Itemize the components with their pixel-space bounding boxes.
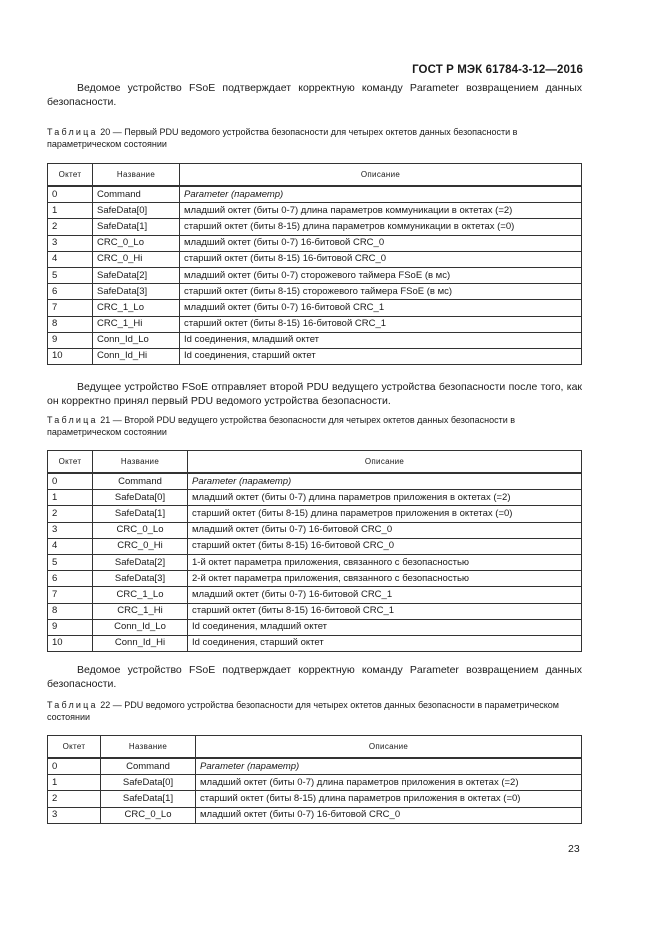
octet-cell: 3 [48, 522, 93, 538]
octet-cell: 3 [48, 807, 101, 823]
description-cell: младший октет (биты 0-7) 16-битовой CRC_1 [188, 587, 582, 603]
description-cell: младший октет (биты 0-7) длина параметров коммуникации в октетах (=2) [180, 203, 582, 219]
description-cell: младший октет (биты 0-7) 16-битовой CRC_0 [196, 807, 582, 823]
table-row [48, 219, 582, 235]
paragraph-2 [47, 381, 582, 408]
table21-caption-prefix: Таблица [47, 415, 98, 425]
name-cell: CRC_1_Lo [93, 300, 180, 316]
description-cell: старший октет (биты 8-15) длина параметров коммуникации в октетах (=0) [180, 219, 582, 235]
name-cell: Conn_Id_Hi [93, 348, 180, 364]
name-cell: Conn_Id_Lo [93, 619, 188, 635]
table20 [47, 163, 582, 365]
column-header: Описание [188, 451, 582, 474]
description-cell [188, 473, 582, 490]
name-cell: CRC_1_Lo [93, 587, 188, 603]
table-row [48, 522, 582, 538]
table-row [48, 506, 582, 522]
table20-caption [47, 127, 585, 150]
table21-caption-text: 21 — Второй PDU ведущего устройства безопасности для четырех октетов данных безопасности в параметрическом состоянии [47, 415, 516, 437]
octet-cell: 4 [48, 251, 93, 267]
description-cell: Id соединения, старший октет [180, 348, 582, 364]
description-cell: старший октет (биты 8-15) длина параметров приложения в октетах (=0) [188, 506, 582, 522]
name-cell: SafeData[1] [93, 506, 188, 522]
description-cell: старший октет (биты 8-15) 16-битовой CRC_1 [188, 603, 582, 619]
paragraph-1 [47, 82, 582, 109]
name-cell: SafeData[2] [93, 267, 180, 283]
parameter-term: Parameter (параметр) [200, 760, 300, 772]
column-header: Название [101, 736, 196, 759]
column-header: Описание [196, 736, 582, 759]
table-header-row [48, 736, 582, 759]
column-header: Октет [48, 736, 101, 759]
name-cell: CRC_0_Hi [93, 538, 188, 554]
name-cell: SafeData[3] [93, 284, 180, 300]
name-cell: SafeData[1] [101, 791, 196, 807]
table-row [48, 758, 582, 775]
table-header-row [48, 451, 582, 474]
table-row [48, 473, 582, 490]
table-header-row [48, 164, 582, 187]
name-cell: SafeData[2] [93, 554, 188, 570]
octet-cell: 1 [48, 490, 93, 506]
description-cell: младший октет (биты 0-7) сторожевого таймера FSoE (в мс) [180, 267, 582, 283]
octet-cell: 8 [48, 316, 93, 332]
octet-cell: 10 [48, 348, 93, 364]
name-cell: CRC_1_Hi [93, 316, 180, 332]
name-cell: CRC_1_Hi [93, 603, 188, 619]
description-cell: младший октет (биты 0-7) длина параметров приложения в октетах (=2) [188, 490, 582, 506]
table-row [48, 300, 582, 316]
name-cell: SafeData[3] [93, 571, 188, 587]
octet-cell: 10 [48, 635, 93, 651]
table-row [48, 775, 582, 791]
column-header: Описание [180, 164, 582, 187]
name-cell: Conn_Id_Hi [93, 635, 188, 651]
document-header: ГОСТ Р МЭК 61784-3-12—2016 [412, 64, 583, 76]
name-cell: SafeData[0] [93, 203, 180, 219]
name-cell: Command [101, 758, 196, 775]
table21 [47, 450, 582, 652]
octet-cell: 6 [48, 571, 93, 587]
octet-cell: 5 [48, 554, 93, 570]
table-row [48, 203, 582, 219]
octet-cell: 2 [48, 506, 93, 522]
name-cell: CRC_0_Lo [93, 235, 180, 251]
description-cell [180, 186, 582, 203]
octet-cell: 2 [48, 791, 101, 807]
table-row [48, 251, 582, 267]
description-cell: Id соединения, старший октет [188, 635, 582, 651]
table-row [48, 490, 582, 506]
name-cell: Conn_Id_Lo [93, 332, 180, 348]
description-cell: младший октет (биты 0-7) 16-битовой CRC_1 [180, 300, 582, 316]
description-cell: старший октет (биты 8-15) 16-битовой CRC_0 [188, 538, 582, 554]
octet-cell: 2 [48, 219, 93, 235]
octet-cell: 0 [48, 758, 101, 775]
description-cell: старший октет (биты 8-15) длина параметров приложения в октетах (=0) [196, 791, 582, 807]
parameter-term: Parameter (параметр) [192, 475, 292, 487]
octet-cell: 0 [48, 473, 93, 490]
table22 [47, 735, 582, 824]
description-cell: 2-й октет параметра приложения, связанного с безопасностью [188, 571, 582, 587]
octet-cell: 6 [48, 284, 93, 300]
table-row [48, 587, 582, 603]
table20-caption-prefix: Таблица [47, 127, 98, 137]
description-cell: старший октет (биты 8-15) сторожевого таймера FSoE (в мс) [180, 284, 582, 300]
octet-cell: 1 [48, 203, 93, 219]
paragraph-3 [47, 664, 582, 691]
octet-cell: 9 [48, 332, 93, 348]
description-cell: младший октет (биты 0-7) длина параметров приложения в октетах (=2) [196, 775, 582, 791]
column-header: Название [93, 451, 188, 474]
parameter-term: Parameter (параметр) [184, 188, 284, 200]
paragraph-2-text: Ведущее устройство FSoE отправляет второй PDU ведущего устройства безопасности после того, как он корректно принял первый PDU ведомого устройства безопасности. [47, 381, 582, 407]
table-row [48, 791, 582, 807]
octet-cell: 3 [48, 235, 93, 251]
description-cell: младший октет (биты 0-7) 16-битовой CRC_0 [180, 235, 582, 251]
name-cell: CRC_0_Lo [101, 807, 196, 823]
table-row [48, 332, 582, 348]
name-cell: SafeData[0] [101, 775, 196, 791]
column-header: Октет [48, 164, 93, 187]
name-cell: SafeData[1] [93, 219, 180, 235]
table-row [48, 316, 582, 332]
paragraph-1-text: Ведомое устройство FSoE подтверждает корректную команду Parameter возвращением данных безопасности. [47, 82, 582, 108]
table-row [48, 807, 582, 823]
octet-cell: 7 [48, 587, 93, 603]
octet-cell: 0 [48, 186, 93, 203]
description-cell: старший октет (биты 8-15) 16-битовой CRC_1 [180, 316, 582, 332]
table22-caption-text: 22 — PDU ведомого устройства безопасности для четырех октетов данных безопасности в параметрическом состоянии [47, 700, 559, 722]
description-cell: Id соединения, младший октет [180, 332, 582, 348]
octet-cell: 1 [48, 775, 101, 791]
table-row [48, 284, 582, 300]
table-row [48, 538, 582, 554]
octet-cell: 7 [48, 300, 93, 316]
table-row [48, 603, 582, 619]
description-cell: старший октет (биты 8-15) 16-битовой CRC_0 [180, 251, 582, 267]
octet-cell: 8 [48, 603, 93, 619]
page-number: 23 [568, 843, 580, 855]
description-cell [196, 758, 582, 775]
table-row [48, 235, 582, 251]
table-row [48, 186, 582, 203]
name-cell: SafeData[0] [93, 490, 188, 506]
name-cell: CRC_0_Hi [93, 251, 180, 267]
description-cell: 1-й октет параметра приложения, связанного с безопасностью [188, 554, 582, 570]
octet-cell: 5 [48, 267, 93, 283]
description-cell: младший октет (биты 0-7) 16-битовой CRC_0 [188, 522, 582, 538]
table-row [48, 348, 582, 364]
table20-caption-text: 20 — Первый PDU ведомого устройства безопасности для четырех октетов данных безопасности в параметрическом состоянии [47, 127, 518, 149]
table-row [48, 635, 582, 651]
table21-caption [47, 415, 585, 438]
name-cell: CRC_0_Lo [93, 522, 188, 538]
table-row [48, 571, 582, 587]
description-cell: Id соединения, младший октет [188, 619, 582, 635]
table22-caption-prefix: Таблица [47, 700, 98, 710]
name-cell: Command [93, 186, 180, 203]
table-row [48, 619, 582, 635]
table-row [48, 554, 582, 570]
table22-caption [47, 700, 585, 723]
name-cell: Command [93, 473, 188, 490]
column-header: Октет [48, 451, 93, 474]
octet-cell: 9 [48, 619, 93, 635]
table-row [48, 267, 582, 283]
octet-cell: 4 [48, 538, 93, 554]
paragraph-3-text: Ведомое устройство FSoE подтверждает корректную команду Parameter возвращением данных безопасности. [47, 664, 582, 690]
column-header: Название [93, 164, 180, 187]
